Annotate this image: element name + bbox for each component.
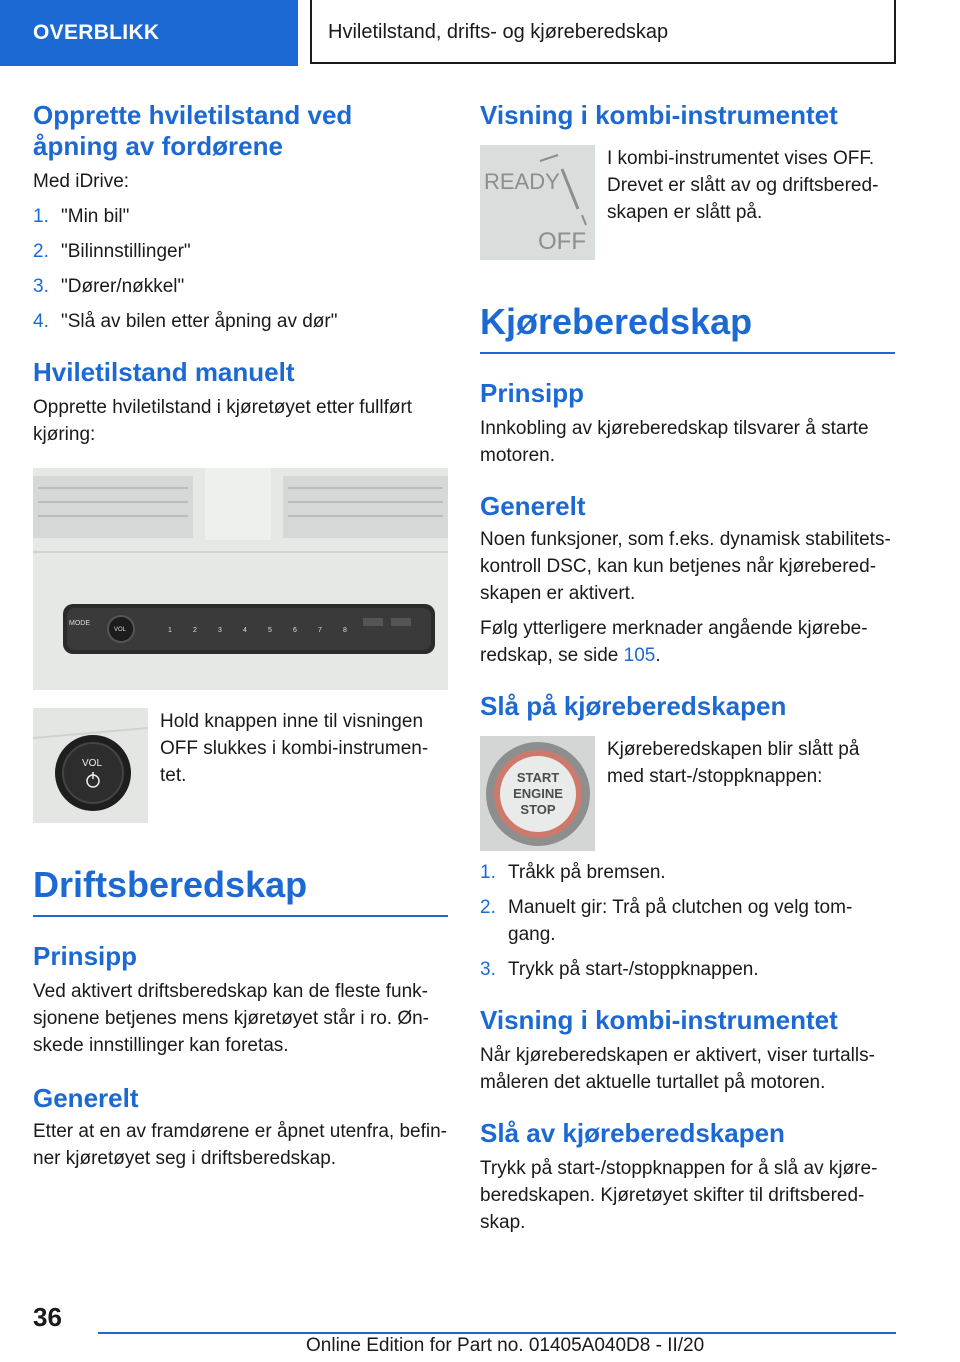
prinsipp-text-left: Ved aktivert driftsberedskap kan de fleste funk- sjonene betjenes mens kjøretøyet står i ro. Øn- skede innstillinger kan foretas. [33, 981, 429, 1056]
ready-off-illustration [480, 145, 595, 260]
vol-knob-illustration [33, 708, 148, 823]
list-number: 3. [480, 959, 496, 980]
list-text: "Slå av bilen etter åpning av dør" [61, 311, 338, 332]
list-item [33, 273, 448, 300]
folg-text-pre: Følg ytterligere merknader angående kjørebe- redskap, se side [480, 618, 868, 666]
page-link-105[interactable]: 105 [623, 645, 656, 666]
generelt-text-right: Noen funksjoner, som f.eks. dynamisk stabilitets- kontroll DSC, kan kun betjenes når kjørebered- skapen er aktivert. [480, 529, 891, 604]
heading-manual: Hviletilstand manuelt [33, 357, 295, 387]
list-item [33, 308, 448, 335]
vol-label: VOL [114, 627, 127, 633]
ready-off-image [480, 145, 595, 260]
list-text: Tråkk på bremsen. [508, 862, 666, 883]
folg-text [480, 615, 895, 669]
heading-drift: Driftsberedskap [33, 863, 448, 917]
start-stop-illustration [480, 736, 595, 851]
heading-sla-pa: Slå på kjøreberedskapen [480, 691, 787, 721]
section-tab: OVERBLIKK [0, 0, 298, 66]
footer-edition: Online Edition for Part no. 01405A040D8 - II/20 [306, 1335, 705, 1356]
heading-generelt-left: Generelt [33, 1083, 139, 1113]
left-column [33, 100, 448, 1172]
hold-text: Hold knappen inne til visningen OFF slukkes i kombi-instrumen- tet. [160, 711, 429, 786]
list-text: Trykk på start-/stoppknappen. [508, 959, 759, 980]
vol-knob-image [33, 708, 148, 823]
list-item [33, 203, 448, 230]
footer-divider [98, 1332, 896, 1334]
list-text: "Min bil" [61, 206, 130, 227]
start-stop-block [480, 736, 895, 851]
preset-7: 7 [318, 627, 322, 634]
list-item [480, 894, 895, 948]
visning-text: I kombi-instrumentet vises OFF. Drevet er slått av og driftsbered- skapen er slått på. [607, 148, 879, 223]
list-number: 2. [480, 897, 496, 918]
list-number: 2. [33, 241, 49, 262]
page-number: 36 [33, 1302, 62, 1332]
heading-prinsipp-left: Prinsipp [33, 941, 138, 971]
visning2-text: Når kjøreberedskapen er aktivert, viser turtalls- måleren det aktuelle turtallet på motoren. [480, 1045, 875, 1093]
list-text: "Bilinnstillinger" [61, 241, 191, 262]
list-item [480, 859, 895, 886]
idrive-steps-list [33, 203, 448, 335]
engine-label: ENGINE [513, 786, 563, 801]
preset-1: 1 [168, 627, 172, 634]
stop-label: STOP [520, 802, 556, 817]
heading-sla-av: Slå av kjøreberedskapen [480, 1118, 785, 1148]
start-steps-list [480, 859, 895, 983]
radio-panel-image [33, 468, 448, 690]
list-text: "Dører/nøkkel" [61, 276, 185, 297]
sla-av-text: Trykk på start-/stoppknappen for å slå av kjøre- beredskapen. Kjøretøyet skifter til driftsbered- skap. [480, 1158, 878, 1233]
right-column [480, 100, 895, 1236]
folg-text-post: . [655, 645, 661, 666]
knob-vol-label: VOL [82, 758, 103, 769]
list-number: 1. [33, 206, 49, 227]
start-label: START [516, 770, 560, 785]
heading-visning-2: Visning i kombi-instrumentet [480, 1005, 838, 1035]
preset-8: 8 [343, 627, 347, 634]
heading-generelt-right: Generelt [480, 491, 586, 521]
generelt-text-left: Etter at en av framdørene er åpnet utenfra, befin- ner kjøretøyet seg i driftsberedskap. [33, 1121, 448, 1169]
list-text: Manuelt gir: Trå på clutchen og velg tom- gang. [508, 897, 853, 945]
ready-text: READY [484, 169, 560, 194]
sla-pa-text: Kjøreberedskapen blir slått på med start-/stoppknappen: [607, 739, 860, 787]
mode-label: MODE [69, 620, 90, 627]
heading-visning: Visning i kombi-instrumentet [480, 100, 838, 130]
preset-3: 3 [218, 627, 222, 634]
start-stop-image [480, 736, 595, 851]
off-text: OFF [538, 228, 586, 255]
preset-4: 4 [243, 627, 247, 634]
ready-off-block [480, 145, 895, 260]
preset-6: 6 [293, 627, 297, 634]
prinsipp-text-right: Innkobling av kjøreberedskap tilsvarer å starte motoren. [480, 418, 869, 466]
preset-5: 5 [268, 627, 272, 634]
heading-prinsipp-right: Prinsipp [480, 378, 585, 408]
list-number: 3. [33, 276, 49, 297]
chapter-title: Hviletilstand, drifts- og kjøreberedskap [310, 0, 896, 64]
heading-open-doors: Opprette hviletilstand ved åpning av fordørene [33, 100, 353, 161]
page-header [0, 0, 960, 66]
heading-kjore: Kjøreberedskap [480, 300, 895, 354]
preset-2: 2 [193, 627, 197, 634]
with-idrive-text: Med iDrive: [33, 171, 130, 192]
hold-button-block [33, 708, 448, 823]
manual-text: Opprette hviletilstand i kjøretøyet etter fullført kjøring: [33, 397, 413, 445]
list-item [480, 956, 895, 983]
list-number: 1. [480, 862, 496, 883]
list-number: 4. [33, 311, 49, 332]
list-item [33, 238, 448, 265]
radio-panel-illustration [33, 468, 448, 690]
